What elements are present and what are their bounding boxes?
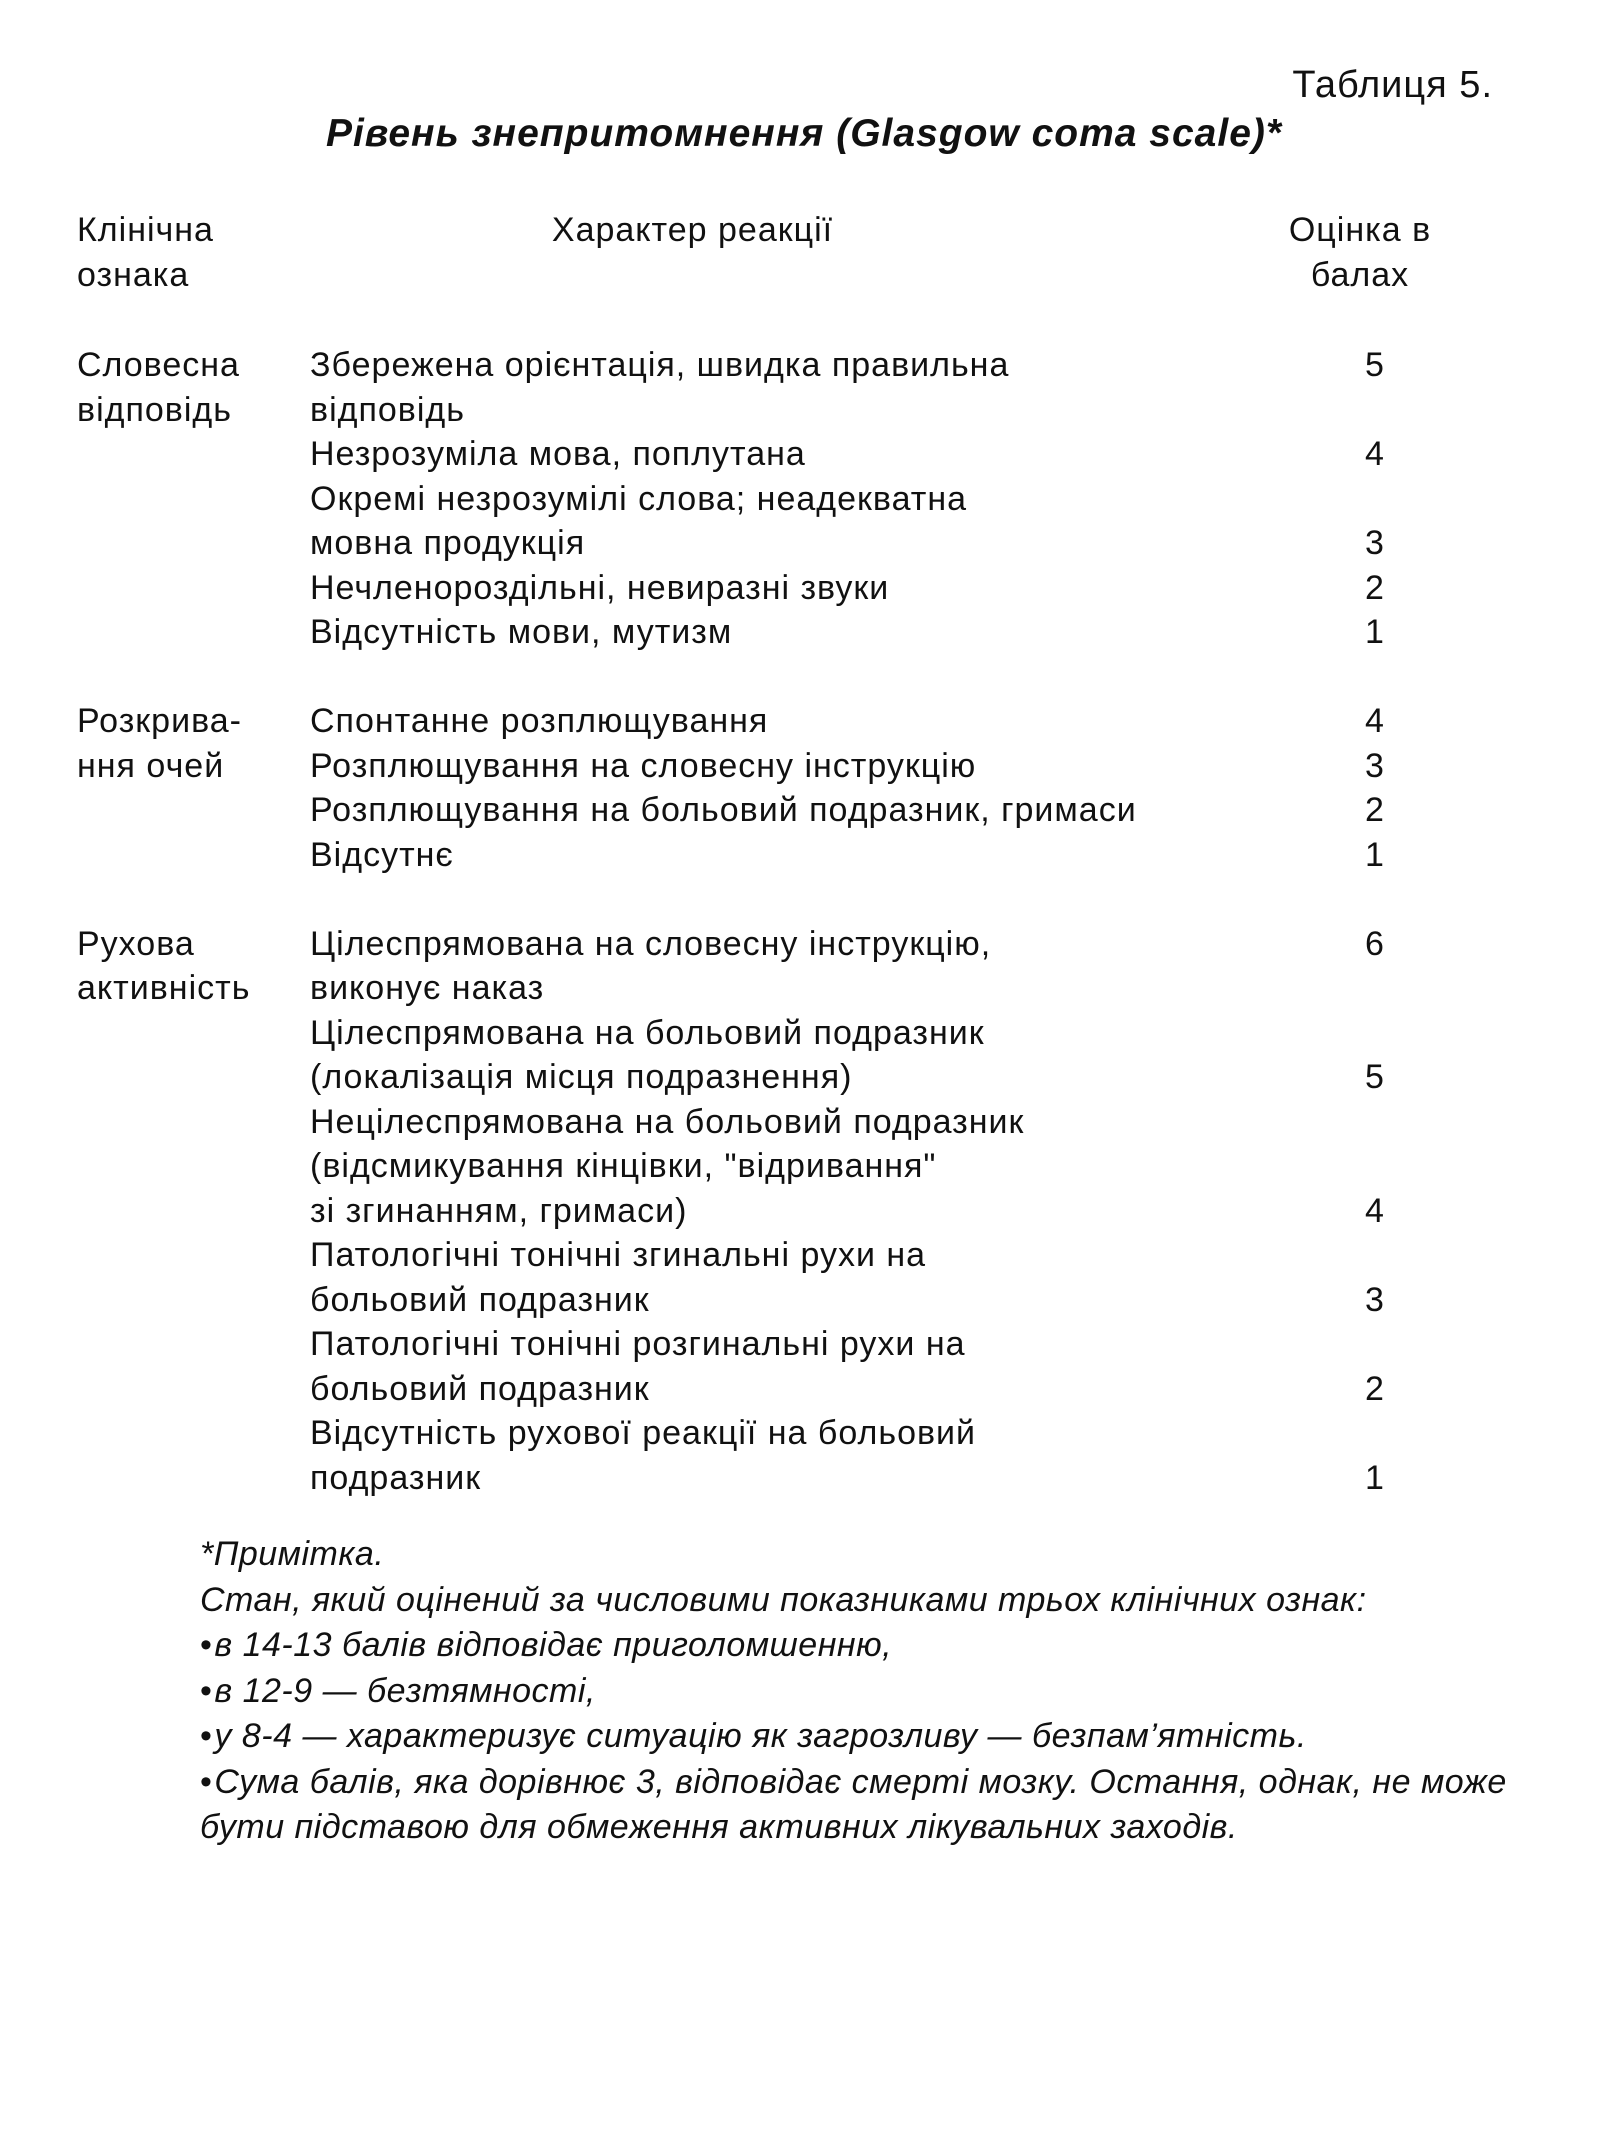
reaction-row: [310, 566, 1497, 611]
reaction-row: [310, 1233, 1497, 1322]
reaction-line: Нечленороздільні, невиразні звуки: [310, 568, 890, 607]
reaction-line: Відсутність мови, мутизм: [310, 613, 733, 651]
note-heading: *Примітка.: [200, 1535, 385, 1573]
section-spacer: [77, 655, 1497, 700]
reaction-line: Нецілеспрямована на больовий подразник: [310, 1102, 1025, 1141]
reaction-description: [310, 699, 1310, 744]
reaction-description: [310, 1411, 1310, 1500]
reaction-description: [310, 477, 1310, 566]
score-value: 4: [1365, 1191, 1385, 1230]
reaction-row: [310, 744, 1497, 789]
feature-line: відповідь: [77, 390, 232, 429]
reaction-line: виконує наказ: [310, 969, 545, 1007]
table-label: Таблиця 5.: [1292, 64, 1493, 106]
reaction-row: [310, 833, 1497, 878]
feature-line: ння очей: [77, 746, 225, 785]
header-reaction-character: Характер реакції: [551, 211, 834, 249]
score-value: 3: [1365, 1280, 1385, 1319]
header-feature-line: Клінічна: [77, 211, 214, 249]
note-item: • Сума балів, яка дорівнює 3, відповідає смерті мозку. Остання, однак, не може бути підставою для обмеження активних лікувальних заходів.: [200, 1760, 1520, 1851]
section-spacer: [77, 877, 1497, 922]
reaction-description: [310, 788, 1310, 833]
score-value: 4: [1365, 435, 1385, 473]
score-value: 5: [1365, 1058, 1385, 1096]
score-value: 6: [1365, 924, 1385, 963]
reaction-line: подразник: [310, 1458, 482, 1497]
reaction-row: [310, 1411, 1497, 1500]
reaction-description: [310, 610, 1310, 655]
score-value: 1: [1365, 1458, 1385, 1497]
reaction-row: [310, 432, 1497, 477]
header-score-line: балах: [1310, 256, 1410, 294]
score-value: 2: [1365, 568, 1385, 607]
reaction-line: (відсмикування кінцівки, "відривання": [310, 1147, 937, 1185]
reaction-line: больовий подразник: [310, 1280, 650, 1319]
reaction-line: Окремі незрозумілі слова; неадекватна: [310, 479, 968, 518]
reaction-line: Відсутнє: [310, 835, 454, 874]
reaction-description: [310, 343, 1310, 432]
reaction-row: [310, 1322, 1497, 1411]
score-value: 5: [1365, 346, 1385, 384]
reaction-line: Розплющування на больовий подразник, гримаси: [310, 791, 1137, 829]
reaction-row: [310, 477, 1497, 566]
reaction-line: Розплющування на словесну інструкцію: [310, 746, 977, 785]
score-value: 1: [1365, 835, 1385, 874]
reaction-line: Спонтанне розплющування: [310, 702, 769, 740]
reaction-list: [310, 343, 1497, 655]
note-item: • в 12-9 — безтямності,: [200, 1669, 1520, 1715]
glasgow-scale-table: [77, 343, 1497, 1500]
reaction-description: [310, 1100, 1310, 1234]
reaction-line: Патологічні тонічні розгинальні рухи на: [310, 1325, 966, 1363]
reaction-description: [310, 744, 1310, 789]
reaction-list: [310, 699, 1497, 877]
score-value: 4: [1365, 702, 1385, 740]
reaction-line: Цілеспрямована на словесну інструкцію,: [310, 924, 992, 963]
reaction-description: [310, 922, 1310, 1011]
reaction-row: [310, 699, 1497, 744]
reaction-line: Збережена орієнтація, швидка правильна: [310, 346, 1010, 384]
feature-line: Словесна: [77, 346, 240, 384]
reaction-row: [310, 1100, 1497, 1234]
note-item: • у 8-4 — характеризує ситуацію як загрозливу — безпам’ятність.: [200, 1714, 1520, 1760]
reaction-line: Відсутність рухової реакції на больовий: [310, 1414, 977, 1452]
reaction-line: відповідь: [310, 390, 465, 429]
reaction-description: [310, 1322, 1310, 1411]
reaction-line: зі згинанням, гримаси): [310, 1191, 688, 1230]
reaction-row: [310, 922, 1497, 1011]
score-value: 2: [1365, 791, 1385, 829]
clinical-feature: [77, 922, 287, 1011]
reaction-description: [310, 1011, 1310, 1100]
reaction-line: Цілеспрямована на больовий подразник: [310, 1013, 985, 1052]
reaction-row: [310, 1011, 1497, 1100]
header-score-line: Оцінка в: [1288, 211, 1432, 249]
scale-section: [77, 699, 1497, 877]
reaction-description: [310, 566, 1310, 611]
reaction-row: [310, 788, 1497, 833]
reaction-line: Незрозуміла мова, поплутана: [310, 435, 806, 473]
score-value: 3: [1365, 524, 1385, 562]
reaction-description: [310, 432, 1310, 477]
feature-line: Розкрива-: [77, 702, 242, 740]
scale-section: [77, 343, 1497, 655]
table-title: Рівень знепритомнення (Glasgow coma scale)*: [325, 112, 1283, 155]
reaction-line: мовна продукція: [310, 524, 586, 562]
header-score: [1260, 208, 1460, 298]
score-value: 1: [1365, 613, 1385, 651]
footnote: [200, 1532, 1520, 1851]
reaction-list: [310, 922, 1497, 1501]
clinical-feature: [77, 343, 287, 432]
feature-line: активність: [77, 969, 251, 1007]
note-item: • в 14-13 балів відповідає приголомшенню,: [200, 1623, 1520, 1669]
header-feature-line: ознака: [77, 256, 190, 294]
reaction-line: больовий подразник: [310, 1369, 650, 1408]
clinical-feature: [77, 699, 287, 788]
reaction-row: [310, 343, 1497, 432]
score-value: 3: [1365, 746, 1385, 785]
reaction-row: [310, 610, 1497, 655]
scale-section: [77, 922, 1497, 1501]
reaction-line: (локалізація місця подразнення): [310, 1058, 853, 1096]
reaction-line: Патологічні тонічні згинальні рухи на: [310, 1236, 927, 1274]
feature-line: Рухова: [77, 924, 195, 963]
reaction-description: [310, 833, 1310, 878]
score-value: 2: [1365, 1369, 1385, 1408]
note-intro: Стан, який оцінений за числовими показниками трьох клінічних ознак:: [200, 1580, 1367, 1619]
reaction-description: [310, 1233, 1310, 1322]
